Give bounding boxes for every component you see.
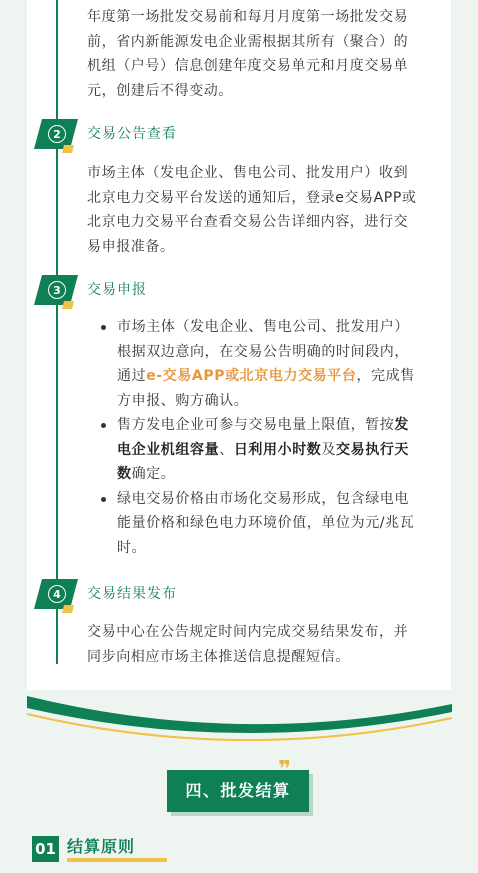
section-title: 四、批发结算 bbox=[167, 770, 309, 812]
step-2-badge bbox=[34, 119, 78, 149]
bullet-item: 市场主体（发电企业、售电公司、批发用户） 根据双边意向，在交易公告明确的时间段内， 通过e-交易APP或北京电力交易平台，完成售 方申报、购方确认。 bbox=[87, 315, 447, 413]
timeline-line bbox=[56, 0, 58, 664]
bullet-dot-icon bbox=[101, 497, 106, 502]
step-3-badge bbox=[34, 275, 78, 305]
step-2-title: 交易公告查看 bbox=[87, 126, 177, 142]
bullet-item: 售方发电企业可参与交易电量上限值，暂按发 电企业机组容量、日利用小时数及交易执行天 数确定。 bbox=[87, 413, 447, 487]
bullet-dot-icon bbox=[101, 423, 106, 428]
subsection-number: 01 bbox=[32, 836, 59, 862]
step-4-badge bbox=[34, 579, 78, 609]
step-4-paragraph: 交易中心在公告规定时间内完成交易结果发布，并 同步向相应市场主体推送信息提醒短信。 bbox=[87, 624, 409, 665]
highlight-platform: e-交易APP或北京电力交易平台 bbox=[146, 368, 357, 384]
bullet-item: 绿电交易价格由市场化交易形成，包含绿电电 能量价格和绿色电力环境价值，单位为元/兆瓦 时。 bbox=[87, 487, 447, 561]
step-2-number: 2 bbox=[48, 125, 66, 143]
step-3-number: 3 bbox=[48, 281, 66, 299]
intro-paragraph: 年度第一场批发交易前和每月月度第一场批发交易 前，省内新能源发电企业需根据其所有（聚合）的 机组（户号）信息创建年度交易单元和月度交易单 元，创建后不得变动。 bbox=[87, 9, 409, 99]
step-3-bullet-list bbox=[87, 315, 447, 560]
step-4-number: 4 bbox=[48, 585, 66, 603]
step-4-title: 交易结果发布 bbox=[87, 586, 177, 602]
bullet-dot-icon bbox=[101, 325, 106, 330]
step-2-paragraph: 市场主体（发电企业、售电公司、批发用户）收到 北京电力交易平台发送的通知后，登录e交易APP或 北京电力交易平台查看交易公告详细内容，进行交 易申报准备。 bbox=[87, 165, 417, 255]
step-3-title: 交易申报 bbox=[87, 282, 147, 298]
wave-decoration bbox=[0, 690, 478, 760]
quote-mark-icon: ❞ bbox=[278, 757, 291, 782]
subsection-underline bbox=[67, 858, 167, 862]
subsection-title: 结算原则 bbox=[67, 837, 136, 856]
